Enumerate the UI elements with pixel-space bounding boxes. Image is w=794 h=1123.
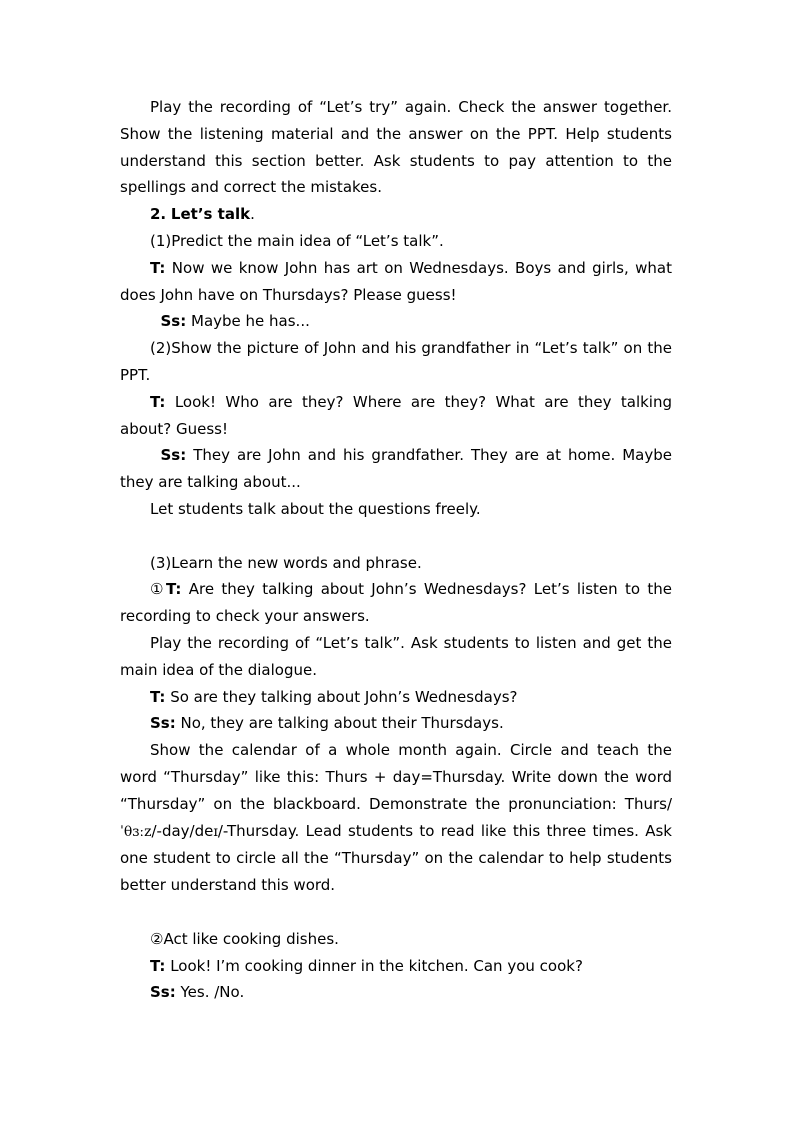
- paragraph-text: /-day/de: [151, 821, 214, 840]
- section-heading-lets-talk: [120, 201, 672, 228]
- blank-line: [120, 523, 672, 550]
- paragraph-lets-try-review: Play the recording of “Let’s try” again. Check the answer together. Show the listening material and the answer on the PPT. Help students understand this section better. Ask students to pay attention to the spellings and correct the mistakes.: [120, 98, 672, 197]
- dialogue-teacher-3: [120, 576, 672, 630]
- dialogue-teacher-4: [120, 684, 672, 711]
- phonetic-thurs: ˈθɜːz: [120, 823, 152, 840]
- speaker-label: T:: [166, 580, 182, 599]
- dialogue-students-2: [120, 442, 672, 496]
- phonetic-day: ɪ: [213, 823, 218, 840]
- paragraph-text: /-Thursday. Lead students to read like this three times. Ask one student to circle all the “Thursday” on the calendar to help students better understand this word.: [120, 821, 672, 895]
- dialogue-text: No, they are talking about their Thursdays.: [175, 714, 504, 733]
- speaker-label: T:: [150, 392, 166, 411]
- paragraph-text: Show the calendar of a whole month again. Circle and teach the word “Thursday” like this: Thurs + day=Thursday. Write down the word “Thursday” on the blackboard. Demonstrate the pronunciation: Thurs/: [120, 741, 672, 813]
- dialogue-students-1: [120, 308, 672, 335]
- document-page: [120, 94, 672, 1006]
- dialogue-teacher-2: [120, 389, 672, 443]
- instruction-play-recording: Play the recording of “Let’s talk”. Ask students to listen and get the main idea of the dialogue.: [120, 633, 672, 679]
- list-marker: ①: [150, 580, 167, 599]
- dialogue-students-4: [120, 979, 672, 1006]
- speaker-label: T:: [150, 258, 166, 277]
- step-act-cooking: ②Act like cooking dishes.: [150, 929, 339, 948]
- section-title: Let’s talk: [170, 205, 251, 224]
- instruction-talk-freely: Let students talk about the questions freely.: [150, 499, 481, 518]
- section-title-period: .: [250, 205, 255, 224]
- speaker-label: Ss:: [160, 312, 187, 331]
- instruction-teach-thursday: [120, 737, 672, 899]
- dialogue-text: So are they talking about John’s Wednesdays?: [165, 687, 518, 706]
- blank-line: [120, 899, 672, 926]
- dialogue-students-3: [120, 710, 672, 737]
- speaker-label: Ss:: [160, 446, 187, 465]
- dialogue-text: Look! Who are they? Where are they? What are they talking about? Guess!: [120, 392, 672, 438]
- step-show-picture: (2)Show the picture of John and his grandfather in “Let’s talk” on the PPT.: [120, 339, 672, 384]
- dialogue-text: Maybe he has...: [186, 312, 310, 331]
- speaker-label: T:: [150, 687, 166, 706]
- dialogue-text: Are they talking about John’s Wednesdays? Let’s listen to the recording to check your answers.: [120, 580, 672, 626]
- dialogue-text: Now we know John has art on Wednesdays. Boys and girls, what does John have on Thursdays? Please guess!: [120, 258, 672, 304]
- dialogue-teacher-1: [120, 255, 672, 309]
- dialogue-text: They are John and his grandfather. They are at home. Maybe they are talking about...: [120, 446, 672, 492]
- speaker-label: T:: [150, 956, 166, 975]
- dialogue-text: Look! I’m cooking dinner in the kitchen. Can you cook?: [165, 956, 583, 975]
- step-learn-new-words: (3)Learn the new words and phrase.: [150, 553, 422, 572]
- dialogue-teacher-5: [120, 953, 672, 980]
- speaker-label: Ss:: [150, 983, 176, 1002]
- dialogue-text: Yes. /No.: [175, 983, 245, 1002]
- speaker-label: Ss:: [150, 714, 176, 733]
- section-number: 2.: [150, 205, 167, 224]
- step-predict-main-idea: (1)Predict the main idea of “Let’s talk”.: [150, 231, 444, 250]
